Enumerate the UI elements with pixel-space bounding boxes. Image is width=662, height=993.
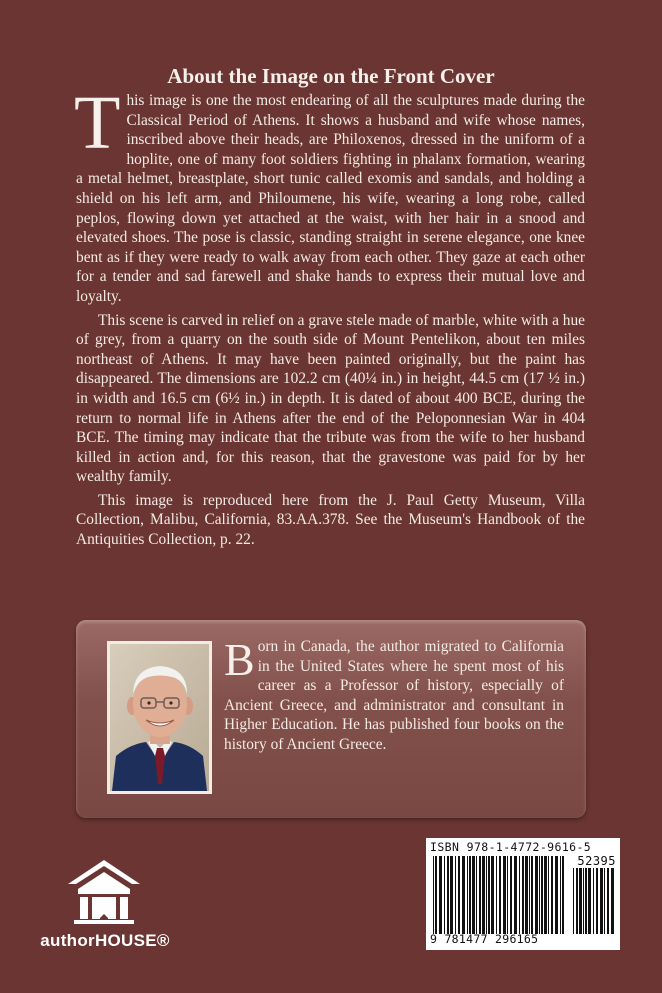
author-bio-text xyxy=(224,634,564,755)
barcode-bar xyxy=(576,868,578,934)
paragraph-3: This image is reproduced here from the J. Paul Getty Museum, Villa Collection, Malibu, California, 83.AA.378. See the Museum's Handbook of the Antiquities Collection, p. 22. xyxy=(76,491,585,549)
barcode-bar xyxy=(541,856,543,934)
cover-description xyxy=(74,81,585,554)
barcode-bar xyxy=(551,856,553,934)
authorhouse-house-icon xyxy=(66,858,142,924)
barcode-bar xyxy=(462,856,465,934)
barcode-bar xyxy=(548,856,549,934)
barcode-bar xyxy=(604,868,605,934)
barcode-bar xyxy=(503,856,506,934)
publisher-name-upper: HOUSE xyxy=(94,931,157,950)
barcode-bar xyxy=(525,856,528,934)
barcode-bar xyxy=(507,856,508,934)
paragraph-2: This scene is carved in relief on a grave stele made of marble, white with a hue of grey, from a quarry on the south side of Mount Pentelikon, about ten miles northeast of Athens. It may have been painted originally, but the paint has disappeared. The dimensions are 102.2 cm (40¼ in.) in height, 44.5 cm (17 ½ in.) in width and 16.5 cm (6½ in.) in depth. It is dated of about 400 BCE, during the return to normal life in Athens after the end of the Peloponnesian War in 404 BCE. The timing may indicate that the tribute was from the wife to her husband killed in action and, for this reason, that the gravestone was paid for by her wealthy family. xyxy=(76,311,585,486)
barcode-bar xyxy=(596,868,598,934)
barcode-bar xyxy=(458,856,460,934)
barcode-bar xyxy=(488,856,490,934)
barcode-bar xyxy=(555,856,558,934)
barcode-bar xyxy=(539,856,540,934)
barcode-bar xyxy=(562,856,564,934)
barcode-bar xyxy=(467,856,468,934)
ean-digits: 9 781477 296165 xyxy=(430,932,539,946)
barcode-bar xyxy=(469,856,471,934)
isbn-barcode xyxy=(426,838,620,950)
barcode-bar xyxy=(435,856,437,934)
barcode-bar xyxy=(491,856,494,934)
barcode-bar xyxy=(544,856,547,934)
barcode-bar xyxy=(583,868,584,934)
paragraph-1 xyxy=(74,81,585,307)
barcode-bar xyxy=(439,856,442,934)
barcode-bar xyxy=(593,868,594,934)
bio-text-body: orn in Canada, the author migrated to California in the United States where he spent most of his career as a Professor of history, especially of Ancient Greece, and administrator and consultant in Higher Education. He has published four books on the history of Ancient Greece. xyxy=(224,638,564,753)
publisher-logo xyxy=(38,858,172,958)
barcode-bar xyxy=(486,856,487,934)
barcode-bar xyxy=(519,856,520,934)
barcode-bar xyxy=(522,856,524,934)
barcode-bar xyxy=(433,856,434,934)
barcode-bar xyxy=(560,856,561,934)
publisher-name-lower: author xyxy=(40,931,95,950)
isbn-label: ISBN 978-1-4772-9616-5 xyxy=(430,840,592,854)
barcode-bar xyxy=(479,856,481,934)
barcode-bar xyxy=(510,856,512,934)
barcode-bar xyxy=(529,856,530,934)
barcode-bar xyxy=(531,856,533,934)
ean-barcode-bars xyxy=(432,856,566,934)
author-bio-panel xyxy=(76,620,586,818)
barcode-bar xyxy=(455,856,456,934)
publisher-wordmark xyxy=(38,931,172,951)
bio-drop-cap: B xyxy=(224,634,255,685)
drop-cap: T xyxy=(74,81,121,165)
barcode-bar xyxy=(476,856,477,934)
barcode-bar xyxy=(600,868,603,934)
paragraph-1-text: his image is one the most endearing of all the sculptures made during the Classical Period of Athens. It shows a husband and wife whose names, inscribed above their heads, are Philoxenos, dressed in the uniform of a hoplite, one of many foot soldiers fighting in phalanx formation, wearing a metal helmet, breastplate, short tunic called exomis and sandals, and holding a shield on his left arm, and Philoumene, his wife, wearing a long robe, called peplos, flowing down yet attached at the waist, with her hair in a snood and elevated shoes. The pose is classic, standing straight in serene elegance, one knee bent as if they were ready to walk away from each other. They gaze at each other for a tender and sad farewell and shake hands to express their mutual love and loyalty. xyxy=(76,92,585,305)
barcode-bar xyxy=(496,856,497,934)
page-title: About the Image on the Front Cover xyxy=(167,64,495,88)
barcode-bar xyxy=(535,856,538,934)
barcode-bar xyxy=(611,868,614,934)
barcode-bar xyxy=(514,856,517,934)
barcode-bar xyxy=(482,856,485,934)
barcode-bar xyxy=(607,868,609,934)
barcode-bar xyxy=(573,868,574,934)
barcode-bar xyxy=(447,856,449,934)
barcode-bar xyxy=(444,856,445,934)
barcode-bar xyxy=(585,868,587,934)
author-photo xyxy=(107,641,212,794)
barcode-bar xyxy=(499,856,501,934)
addon-barcode-bars xyxy=(572,868,616,934)
barcode-bar xyxy=(450,856,453,934)
publisher-trademark: ® xyxy=(156,931,170,950)
author-portrait-image xyxy=(110,644,209,791)
barcode-bar xyxy=(588,868,591,934)
price-code: 52395 xyxy=(577,854,616,868)
barcode-bar xyxy=(579,868,582,934)
barcode-bar xyxy=(472,856,475,934)
